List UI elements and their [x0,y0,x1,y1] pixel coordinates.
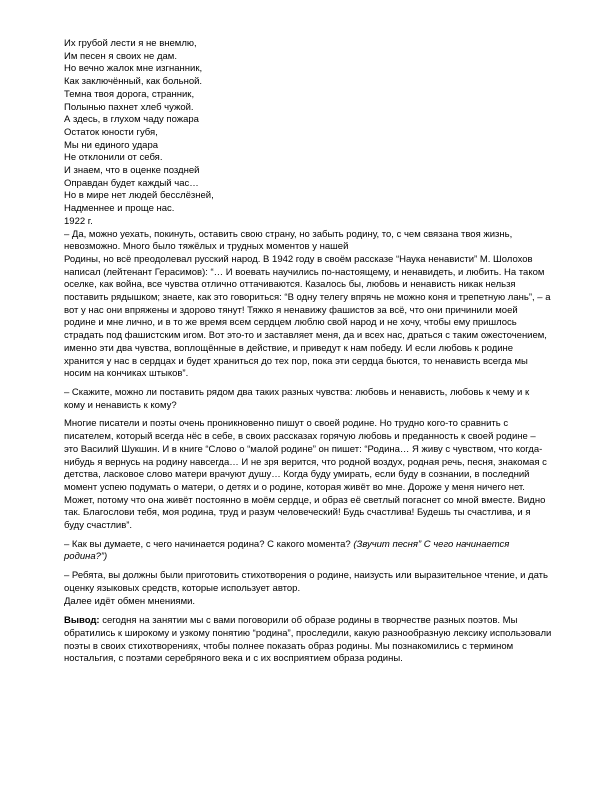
poem-line: Как заключённый, как больной. [64,76,203,88]
poem-line: Темна твоя дорога, странник, [64,88,195,100]
conclusion-label: Вывод: [64,615,100,627]
conclusion-text: сегодня на занятии мы с вами поговорили об образе родины в творчестве разных поэтов. Мы обратились к широкому и узкому понятию “родина”, проследили, какую разнообразную лексику использовали поэты в своих стихотворениях, чтобы полнее показать образ родины. Мы познакомились с термином ностальгия, с поэтами серебряного века и с их восприятием образа родины. [64,615,552,665]
poem-line: Им песен я своих не дам. [64,50,177,62]
paragraph-sholokhov: Родины, но всё преодолевал русский народ. В 1942 году в своём рассказе “Наука ненависти” М. Шолохов написал (лейтенант Герасимов): “… И воевать научились по-настоящему, и ненавидеть, и любить. На таком оселке, как война, все чувства отлично оттачиваются. Казалось бы, любовь и ненависть никак нельзя поставить рядышком; знаете, как это говориться: “В одну телегу впрячь не можно коня и трепетную лань”, – а вот у нас они впряжены и здорово тянут! Тяжко я ненавижу фашистов за всё, что они причинили моей родине и мне лично, и в то же время всем сердцем люблю свой народ и не хочу, чтобы ему пришлось страдать под фашистским игом. Вот это-то и заставляет меня, да и всех нас, драться с таким ожесточением, именно эти два чувства, воплощённые в действие, и приведут к нам победу. И если любовь к родине хранится у нас в сердцах и будет храниться до тех пор, пока эти сердца бьются, то ненависть всегда мы носим на кончиках штыков”. [64,253,551,380]
paragraph-question-love-hate: – Скажите, можно ли поставить рядом два таких разных чувства: любовь и ненависть, любовь к чему и к кому и ненависть к кому? [64,386,530,411]
poem [64,38,552,229]
poem-line: Не отклонили от себя. [64,152,163,164]
poem-line: Полынью пахнет хлеб чужой. [64,101,194,113]
paragraph-uehat: – Да, можно уехать, покинуть, оставить свою страну, но забыть родину, то, с чем связана твоя жизнь, невозможно. Много было тяжёлых и трудных моментов у нашей [64,228,513,253]
poem-year: 1922 г. [64,215,93,227]
question-text: – Как вы думаете, с чего начинается родина? С какого момента? [64,538,354,550]
paragraph-assignment: – Ребята, вы должны были приготовить стихотворения о родине, наизусть или выразительное чтение, и дать оценку языковых средств, которые использует автор. [64,570,548,594]
poem-line: Но в мире нет людей бесслёзней, [64,190,214,202]
song-note: (Звучит песня” С чего начинается родина?”) [64,538,510,563]
poem-line: Их грубой лести я не внемлю, [64,38,197,49]
paragraph-conclusion [64,615,552,666]
poem-line: А здесь, в глухом чаду пожара [64,114,199,126]
poem-line: И знаем, что в оценке поздней [64,165,200,177]
poem-line: Остаток юности губя, [64,126,158,138]
poem-line: Надменнее и проще нас. [64,203,175,215]
poem-line: Но вечно жалок мне изгнанник, [64,63,203,75]
paragraph-question-rodina [64,539,552,564]
paragraph-shukshin: Многие писатели и поэты очень проникновенно пишут о своей родине. Но трудно кого-то сравнить с писателем, который всегда нёс в себе, в своих рассказах горячую любовь и преданность к своей родине – это Василий Шукшин. И в книге “Слово о “малой родине” он пишет: “Родина… Я живу с чувством, что когда-нибудь я вернусь на родину навсегда… И не зря верится, что родной воздух, родная речь, песня, знакомая с детства, ласковое слово матери врачуют душу… Когда буду умирать, если буду в сознании, в последний момент успею подумать о матери, о детях и о родине, которая живёт во мне. Дороже у меня ничего нет. Может, потому что она живёт постоянно в моём сердце, и образ её светлый погаснет со мной вместе. Видно так. Благослови тебя, моя родина, труд и разум человеческий! Будь счастлива! Будешь ты счастлива, и я буду счастлив”. [64,418,547,532]
paragraph-discussion: Далее идёт обмен мнениями. [64,595,196,607]
poem-line: Мы ни единого удара [64,139,159,151]
poem-line: Оправдан будет каждый час… [64,177,199,189]
document-page [64,38,552,666]
